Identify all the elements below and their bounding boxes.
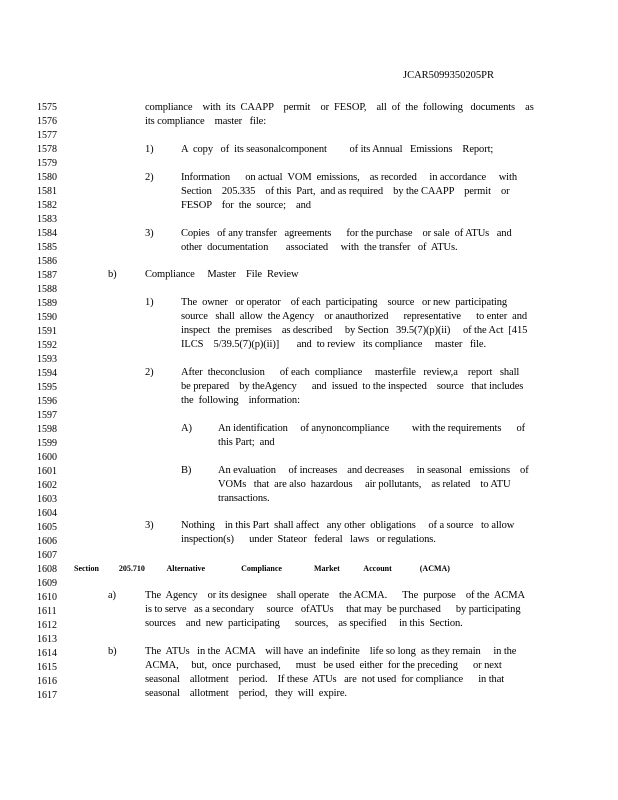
line-number: 1604 xyxy=(37,508,57,519)
item-marker: 2) xyxy=(145,172,154,183)
line-number: 1599 xyxy=(37,438,57,449)
item-marker: b) xyxy=(108,269,117,280)
line-number: 1583 xyxy=(37,214,57,225)
text-line: compliance with its CAAPP permit or FESOP, all of the following documents as xyxy=(145,102,534,113)
line-number: 1594 xyxy=(37,368,57,379)
item-marker: 3) xyxy=(145,228,154,239)
item-marker: b) xyxy=(108,646,117,657)
line-number: 1585 xyxy=(37,242,57,253)
line-number: 1607 xyxy=(37,550,57,561)
item-marker: a) xyxy=(108,590,116,601)
line-number: 1590 xyxy=(37,312,57,323)
text-line: The ATUs in the ACMA will have an indefinite life so long as they remain in the xyxy=(145,646,517,657)
line-number: 1602 xyxy=(37,480,57,491)
line-number: 1575 xyxy=(37,102,57,113)
text-line: Section 205.335 of this Part, and as required by the CAAPP permit or xyxy=(181,186,510,197)
text-line: sources and new participating sources, as specified in this Section. xyxy=(145,618,463,629)
item-marker: 1) xyxy=(145,144,154,155)
item-marker: 3) xyxy=(145,520,154,531)
text-line: Nothing in this Part shall affect any other obligations of a source to allow xyxy=(181,520,515,531)
line-number: 1576 xyxy=(37,116,57,127)
line-number: 1578 xyxy=(37,144,57,155)
text-line: is to serve as a secondary source ofATUs that may be purchased by participating xyxy=(145,604,521,615)
line-number: 1615 xyxy=(37,662,57,673)
text-line: the following information: xyxy=(181,395,300,406)
subsection-heading: Compliance Master File Review xyxy=(145,269,299,280)
line-number: 1579 xyxy=(37,158,57,169)
item-marker: B) xyxy=(181,465,192,476)
text-line: other documentation associated with the transfer of ATUs. xyxy=(181,242,458,253)
line-number: 1608 xyxy=(37,564,57,575)
text-line: ACMA, but, once purchased, must be used either for the preceding or next xyxy=(145,660,502,671)
line-number: 1617 xyxy=(37,690,57,701)
text-line: Information on actual VOM emissions, as recorded in accordance with xyxy=(181,172,517,183)
line-number: 1592 xyxy=(37,340,57,351)
text-line: A copy of its seasonalcomponent of its Annual Emissions Report; xyxy=(181,144,494,155)
text-line: transactions. xyxy=(218,493,270,504)
line-number: 1613 xyxy=(37,634,57,645)
line-number: 1598 xyxy=(37,424,57,435)
line-number: 1588 xyxy=(37,284,57,295)
line-number: 1600 xyxy=(37,452,57,463)
line-number: 1586 xyxy=(37,256,57,267)
line-number: 1593 xyxy=(37,354,57,365)
text-line: Copies of any transfer agreements for the purchase or sale of ATUs and xyxy=(181,228,512,239)
item-marker: A) xyxy=(181,423,192,434)
line-number: 1577 xyxy=(37,130,57,141)
text-line: be prepared by theAgency and issued to the inspected source that includes xyxy=(181,381,524,392)
line-number: 1581 xyxy=(37,186,57,197)
text-line: VOMs that are also hazardous air pollutants, as related to ATU xyxy=(218,479,511,490)
line-number: 1603 xyxy=(37,494,57,505)
line-number: 1610 xyxy=(37,592,57,603)
text-line: seasonal allotment period, they will expire. xyxy=(145,688,347,699)
text-line: this Part; and xyxy=(218,437,275,448)
line-number: 1609 xyxy=(37,578,57,589)
text-line: The owner or operator of each participating source or new participating xyxy=(181,297,508,308)
line-number: 1591 xyxy=(37,326,57,337)
text-line: seasonal allotment period. If these ATUs are not used for compliance in that xyxy=(145,674,505,685)
line-number: 1614 xyxy=(37,648,57,659)
text-line: FESOP for the source; and xyxy=(181,200,311,211)
line-number: 1597 xyxy=(37,410,57,421)
text-line: its compliance master file: xyxy=(145,116,267,127)
text-line: After theconclusion of each compliance masterfile review,a report shall xyxy=(181,367,520,378)
section-heading: Section 205.710 Alternative Compliance Market Account (ACMA) xyxy=(74,564,450,573)
text-line: ILCS 5/39.5(7)(p)(ii)] and to review its compliance master file. xyxy=(181,339,486,350)
text-line: The Agency or its designee shall operate the ACMA. The purpose of the ACMA xyxy=(145,590,526,601)
document-header-code: JCAR5099350205PR xyxy=(403,70,495,81)
line-number: 1601 xyxy=(37,466,57,477)
text-line: An evaluation of increases and decreases in seasonal emissions of xyxy=(218,465,529,476)
item-marker: 1) xyxy=(145,297,154,308)
line-number: 1595 xyxy=(37,382,57,393)
text-line: An identification of anynoncompliance with the requirements of xyxy=(218,423,526,434)
line-number: 1596 xyxy=(37,396,57,407)
line-number: 1589 xyxy=(37,298,57,309)
item-marker: 2) xyxy=(145,367,154,378)
line-number: 1606 xyxy=(37,536,57,547)
line-number: 1612 xyxy=(37,620,57,631)
line-number: 1616 xyxy=(37,676,57,687)
line-number: 1587 xyxy=(37,270,57,281)
line-number: 1605 xyxy=(37,522,57,533)
line-number: 1611 xyxy=(37,606,57,617)
line-number: 1580 xyxy=(37,172,57,183)
text-line: source shall allow the Agency or anauthorized representative to enter and xyxy=(181,311,528,322)
text-line: inspect the premises as described by Section 39.5(7)(p)(ii) of the Act [415 xyxy=(181,325,528,336)
line-number: 1582 xyxy=(37,200,57,211)
line-number: 1584 xyxy=(37,228,57,239)
text-line: inspection(s) under Stateor federal laws or regulations. xyxy=(181,534,436,545)
